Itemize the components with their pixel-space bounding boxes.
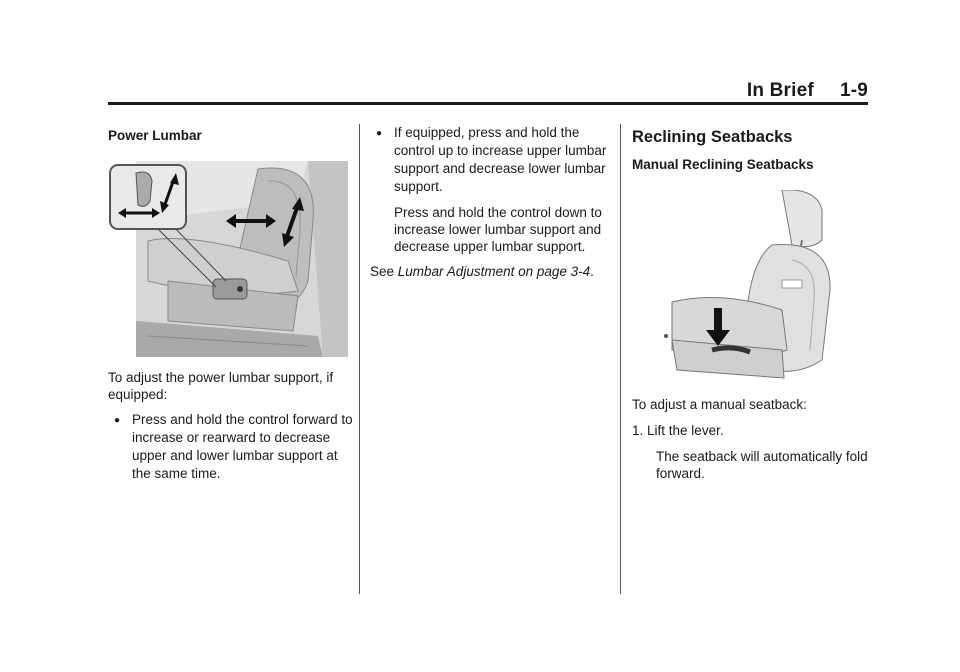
page-header (747, 80, 868, 102)
page-number: 1-9 (839, 80, 868, 101)
lumbar-intro: To adjust the power lumbar support, if equipped: (108, 370, 334, 402)
column-divider-2 (620, 124, 621, 594)
bullet-dot-icon: ● (376, 128, 383, 139)
see-reference (370, 263, 610, 280)
see-suffix: . (590, 264, 594, 279)
step-text: Lift the lever. (647, 423, 724, 438)
bullet-dot-icon: ● (114, 415, 121, 426)
step-number: 1. (632, 423, 644, 438)
reclining-seatbacks-title: Reclining Seatbacks (632, 128, 793, 146)
bullet-continuation: Press and hold the control down to increase lower lumbar support and decrease upper lumbar support. (394, 205, 602, 254)
bullet-item (108, 411, 353, 483)
see-prefix: See (370, 264, 398, 279)
manual-recline-figure (632, 190, 852, 386)
header-rule (108, 102, 868, 105)
column-divider-1 (359, 124, 360, 594)
bullet-text: If equipped, press and hold the control up to increase upper lumbar support and decrease lower lumbar support. (394, 125, 607, 194)
section-title: In Brief (746, 80, 814, 101)
power-lumbar-subhead: Power Lumbar (108, 128, 202, 143)
column-3 (632, 128, 872, 482)
step-1-detail: The seatback will automatically fold forward. (656, 449, 868, 481)
lumbar-adjustment-link[interactable]: Lumbar Adjustment on page 3-4 (397, 264, 591, 279)
column-1 (108, 128, 353, 483)
manual-seatback-intro: To adjust a manual seatback: (632, 397, 807, 412)
column-2 (370, 124, 610, 280)
step-1 (632, 422, 872, 439)
bullet-text: Press and hold the control forward to increase or rearward to decrease upper and lower lumbar support at the same time. (132, 412, 353, 481)
manual-reclining-subhead: Manual Reclining Seatbacks (632, 157, 814, 172)
power-lumbar-figure (108, 161, 348, 357)
bullet-item (370, 124, 610, 196)
